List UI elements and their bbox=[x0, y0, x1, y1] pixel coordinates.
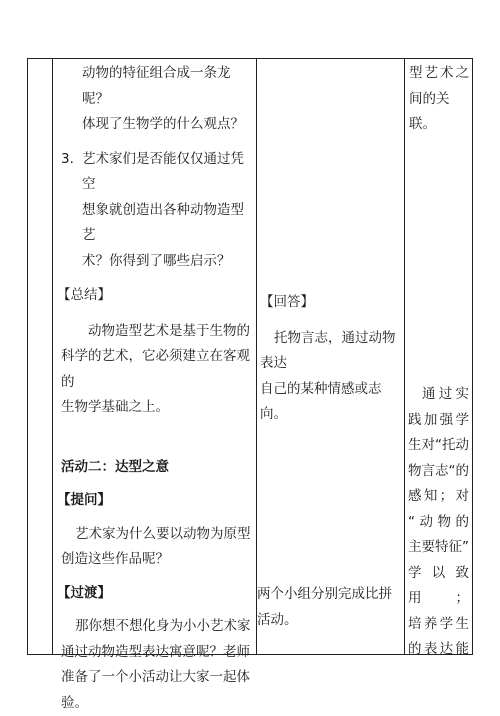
question-3-number: 3. bbox=[61, 147, 82, 275]
column-border-right bbox=[472, 58, 473, 655]
design-intent-line-1: 通过实 bbox=[408, 382, 469, 408]
design-intent-line-6: “动物的 bbox=[408, 510, 469, 536]
design-intent-line-5: 感知；对 bbox=[408, 484, 469, 510]
teacher-activity-cell bbox=[61, 61, 251, 716]
design-intent-line-8: 学以致用； bbox=[408, 561, 469, 612]
transition-line-4: 验。 bbox=[61, 691, 251, 716]
column-border-3 bbox=[404, 58, 405, 655]
design-intent-line-9: 培养学生 bbox=[408, 612, 469, 638]
column-border-left bbox=[27, 58, 28, 655]
question-3-line-1: 艺术家们是否能仅仅通过凭空 bbox=[82, 147, 251, 198]
ask-line-2: 创造这些作品呢？ bbox=[61, 547, 251, 573]
student-groups-cell bbox=[257, 582, 404, 633]
transition-line-2: 通过动物造型表达寓意呢？老师 bbox=[61, 640, 251, 666]
question-2-line-2: 体现了生物学的什么观点？ bbox=[61, 112, 251, 138]
design-intent-line-3: 生对“托动 bbox=[408, 433, 469, 459]
answer-line-1: 托物言志，通过动物表达 bbox=[260, 326, 400, 377]
column-border-1 bbox=[52, 58, 53, 655]
design-intent-cell bbox=[408, 382, 469, 663]
question-3-line-3: 术？你得到了哪些启示？ bbox=[82, 249, 251, 275]
summary-line-2: 科学的艺术，它必须建立在客观的 bbox=[61, 344, 251, 395]
activity-2-heading: 活动二：达型之意 bbox=[61, 455, 251, 481]
ask-heading: 【提问】 bbox=[57, 488, 251, 514]
question-3-line-2: 想象就创造出各种动物造型艺 bbox=[82, 198, 251, 249]
transition-line-1: 那你想不想化身为小小艺术家 bbox=[61, 614, 251, 640]
summary-heading: 【总结】 bbox=[57, 283, 251, 309]
groups-text: 两个小组分别完成比拼活动。 bbox=[257, 582, 404, 633]
table-top-border bbox=[27, 58, 473, 59]
answer-line-2: 自己的某种情感或志向。 bbox=[260, 377, 400, 428]
design-intent-line-2: 践加强学 bbox=[408, 408, 469, 434]
design-intent-top-cell bbox=[409, 61, 469, 138]
design-intent-line-7: 主要特征” bbox=[408, 535, 469, 561]
summary-line-3: 生物学基础之上。 bbox=[61, 395, 251, 421]
ask-line-1: 艺术家为什么要以动物为原型 bbox=[61, 522, 251, 548]
answer-heading: 【回答】 bbox=[260, 290, 400, 316]
transition-line-3: 准备了一个小活动让大家一起体 bbox=[61, 665, 251, 691]
design-intent-top-line-2: 间的关联。 bbox=[409, 87, 469, 138]
summary-line-1: 动物造型艺术是基于生物的 bbox=[61, 319, 251, 345]
column-border-2 bbox=[256, 58, 257, 655]
question-3 bbox=[61, 147, 251, 275]
question-2-line-1: 动物的特征组合成一条龙呢？ bbox=[61, 61, 251, 112]
student-activity-cell bbox=[260, 290, 400, 428]
transition-heading: 【过渡】 bbox=[57, 581, 251, 607]
design-intent-top-line-1: 型艺术之 bbox=[409, 61, 469, 87]
design-intent-line-4: 物言志“的 bbox=[408, 459, 469, 485]
design-intent-line-10: 的表达能 bbox=[408, 637, 469, 663]
